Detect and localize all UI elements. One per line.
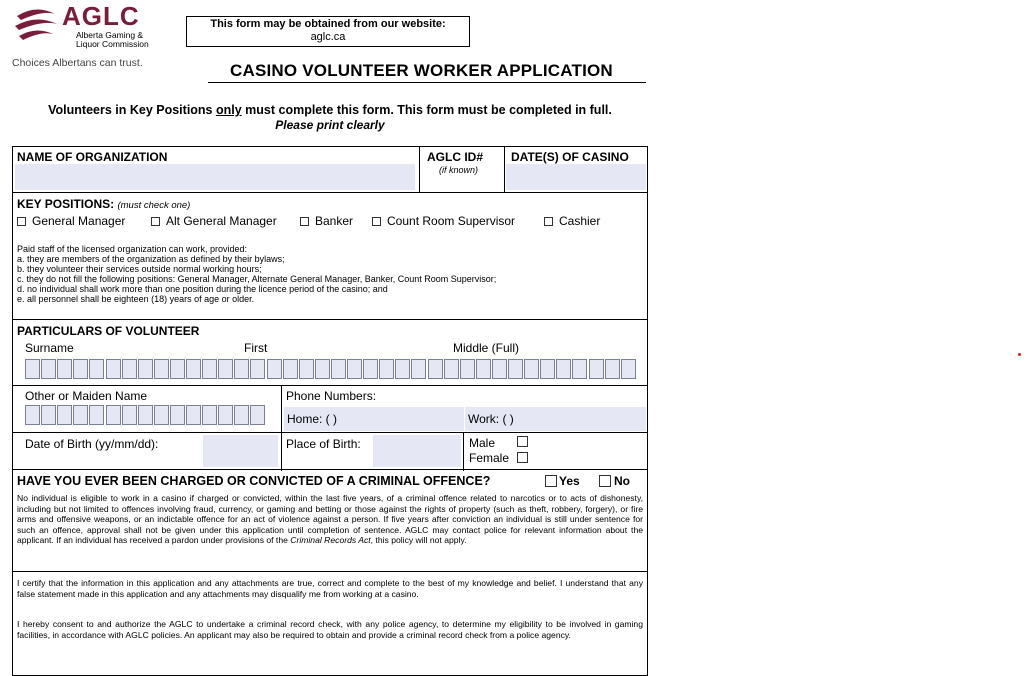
character-box[interactable] — [444, 359, 459, 379]
character-box[interactable] — [572, 359, 587, 379]
casino-dates-field[interactable] — [506, 164, 646, 190]
character-box[interactable] — [331, 359, 346, 379]
phone-numbers-label: Phone Numbers: — [286, 389, 377, 403]
website-notice-box — [186, 16, 470, 47]
character-box[interactable] — [202, 405, 217, 425]
criminal-policy-paragraph: No individual is eligible to work in a casino if charged or convicted, within the last five years, of a criminal offence related to narcotics or to acts of dishonesty, including but not limited to offences involving fraud, currency, or gaming and betting or those against the rights of property (such as theft, robbery, forgery), or fire arms and offensive weapons, or an indictable offence for an act of violence against a person. If five years after conviction an individual is still under sentence for such an offence, approval shall not be given under this application until completion of sentence. AGLC may contact police for relevant information about the applicant. If an individual has received a pardon under provisions of the Criminal Records Act, this policy will not apply. — [17, 493, 643, 545]
surname-label: Surname — [25, 341, 74, 355]
consent-paragraph: I hereby consent to and authorize the AGLC to undertake a criminal record check, with any police agency, to determine my eligibility to be involved in gaming facilities, in accordance with AGLC policies. An applicant may also be required to obtain and provide a criminal record check from a police agency. — [17, 619, 643, 640]
character-box[interactable] — [234, 405, 249, 425]
key-position-general-manager[interactable]: General Manager — [17, 214, 125, 228]
form-title: CASINO VOLUNTEER WORKER APPLICATION — [230, 61, 613, 80]
character-box[interactable] — [234, 359, 249, 379]
particulars-label: PARTICULARS OF VOLUNTEER — [17, 324, 200, 338]
logo-text: AGLC — [62, 1, 140, 31]
no-label: No — [614, 474, 630, 488]
key-position-cashier[interactable]: Cashier — [544, 214, 600, 228]
character-box[interactable] — [138, 405, 153, 425]
first-name-label: First — [244, 341, 268, 355]
print-clearly-note: Please print clearly — [275, 118, 385, 132]
character-box[interactable] — [202, 359, 217, 379]
red-dot-marker — [1018, 353, 1021, 356]
aglc-id-label: AGLC ID# — [427, 150, 484, 164]
character-box[interactable] — [315, 359, 330, 379]
character-box[interactable] — [589, 359, 604, 379]
character-box[interactable] — [122, 359, 137, 379]
checkbox-icon[interactable] — [372, 217, 381, 226]
character-box[interactable] — [186, 359, 201, 379]
yes-checkbox[interactable] — [545, 475, 557, 487]
character-box[interactable] — [106, 359, 121, 379]
male-label: Male — [469, 436, 496, 450]
character-box[interactable] — [122, 405, 137, 425]
character-box[interactable] — [170, 359, 185, 379]
work-phone-label: Work: ( ) — [468, 412, 514, 426]
character-box[interactable] — [460, 359, 475, 379]
character-box[interactable] — [89, 359, 104, 379]
aglc-logo-icon — [13, 4, 59, 44]
checkbox-icon[interactable] — [17, 217, 26, 226]
character-box[interactable] — [41, 405, 56, 425]
checkbox-icon[interactable] — [300, 217, 309, 226]
application-form — [12, 146, 648, 676]
character-box[interactable] — [89, 405, 104, 425]
yes-label: Yes — [559, 474, 580, 488]
dob-field[interactable] — [203, 435, 278, 467]
character-box[interactable] — [492, 359, 507, 379]
logo-subtitle: Alberta Gaming & Liquor Commission — [76, 30, 149, 49]
key-positions-label: KEY POSITIONS: (must check one) — [17, 197, 191, 211]
key-position-banker[interactable]: Banker — [300, 214, 353, 228]
character-box[interactable] — [347, 359, 362, 379]
criminal-question: HAVE YOU EVER BEEN CHARGED OR CONVICTED OF A CRIMINAL OFFENCE? — [17, 474, 491, 488]
character-box[interactable] — [395, 359, 410, 379]
character-box[interactable] — [379, 359, 394, 379]
character-box[interactable] — [363, 359, 378, 379]
character-box[interactable] — [138, 359, 153, 379]
full-name-boxes[interactable] — [25, 359, 635, 381]
org-name-label: NAME OF ORGANIZATION — [17, 150, 168, 164]
pob-label: Place of Birth: — [286, 437, 361, 451]
character-box[interactable] — [73, 405, 88, 425]
character-box[interactable] — [283, 359, 298, 379]
tagline: Choices Albertans can trust. — [12, 57, 143, 69]
condition-item: e. all personnel shall be eighteen (18) years of age or older. — [17, 294, 255, 304]
character-box[interactable] — [218, 359, 233, 379]
character-box[interactable] — [170, 405, 185, 425]
male-checkbox[interactable] — [517, 436, 528, 447]
casino-dates-label: DATE(S) OF CASINO — [511, 150, 629, 164]
character-box[interactable] — [57, 359, 72, 379]
character-box[interactable] — [154, 405, 169, 425]
title-underline — [208, 82, 646, 83]
aglc-id-note: (if known) — [439, 165, 479, 175]
condition-item: d. no individual shall work more than one position during the licence period of the casino; and — [17, 284, 388, 294]
pob-field[interactable] — [373, 435, 461, 467]
instruction-line: Volunteers in Key Positions only must complete this form. This form must be completed in full. — [48, 103, 612, 117]
character-box[interactable] — [524, 359, 539, 379]
character-box[interactable] — [106, 405, 121, 425]
character-box[interactable] — [41, 359, 56, 379]
female-label: Female — [469, 451, 510, 465]
character-box[interactable] — [428, 359, 443, 379]
character-box[interactable] — [25, 359, 40, 379]
condition-item: a. they are members of the organization as defined by their bylaws; — [17, 254, 285, 264]
character-box[interactable] — [411, 359, 426, 379]
character-box[interactable] — [476, 359, 491, 379]
character-box[interactable] — [186, 405, 201, 425]
website-notice-text: This form may be obtained from our website: — [210, 18, 446, 30]
character-box[interactable] — [540, 359, 555, 379]
character-box[interactable] — [621, 359, 636, 379]
dob-label: Date of Birth (yy/mm/dd): — [25, 437, 159, 451]
character-box[interactable] — [299, 359, 314, 379]
paid-staff-intro: Paid staff of the licensed organization can work, provided: — [17, 244, 247, 254]
certification-paragraph: I certify that the information in this application and any attachments are true, correct and complete to the best of my knowledge and belief. I understand that any false statement made in this application and any attachments may disqualify me from working at a casino. — [17, 578, 643, 599]
character-box[interactable] — [556, 359, 571, 379]
condition-item: c. they do not fill the following positions: General Manager, Alternate General Manager, Banker, Count Room Supervisor; — [17, 274, 497, 284]
no-checkbox[interactable] — [599, 475, 611, 487]
character-box[interactable] — [250, 359, 265, 379]
home-phone-label: Home: ( ) — [287, 412, 338, 426]
website-url[interactable]: aglc.ca — [310, 31, 346, 43]
character-box[interactable] — [605, 359, 620, 379]
checkbox-icon[interactable] — [151, 217, 160, 226]
key-position-alt-general-manager[interactable]: Alt General Manager — [151, 214, 277, 228]
character-box[interactable] — [267, 359, 282, 379]
middle-name-label: Middle (Full) — [453, 341, 520, 355]
checkbox-icon[interactable] — [544, 217, 553, 226]
character-box[interactable] — [73, 359, 88, 379]
character-box[interactable] — [250, 405, 265, 425]
character-box[interactable] — [154, 359, 169, 379]
condition-item: b. they volunteer their services outside normal working hours; — [17, 264, 262, 274]
female-checkbox[interactable] — [517, 452, 528, 463]
character-box[interactable] — [508, 359, 523, 379]
character-box[interactable] — [218, 405, 233, 425]
other-name-label: Other or Maiden Name — [25, 389, 148, 403]
key-position-count-room-supervisor[interactable]: Count Room Supervisor — [372, 214, 515, 228]
character-box[interactable] — [57, 405, 72, 425]
org-name-field[interactable] — [15, 164, 415, 190]
character-box[interactable] — [25, 405, 40, 425]
other-name-boxes[interactable] — [25, 405, 265, 427]
